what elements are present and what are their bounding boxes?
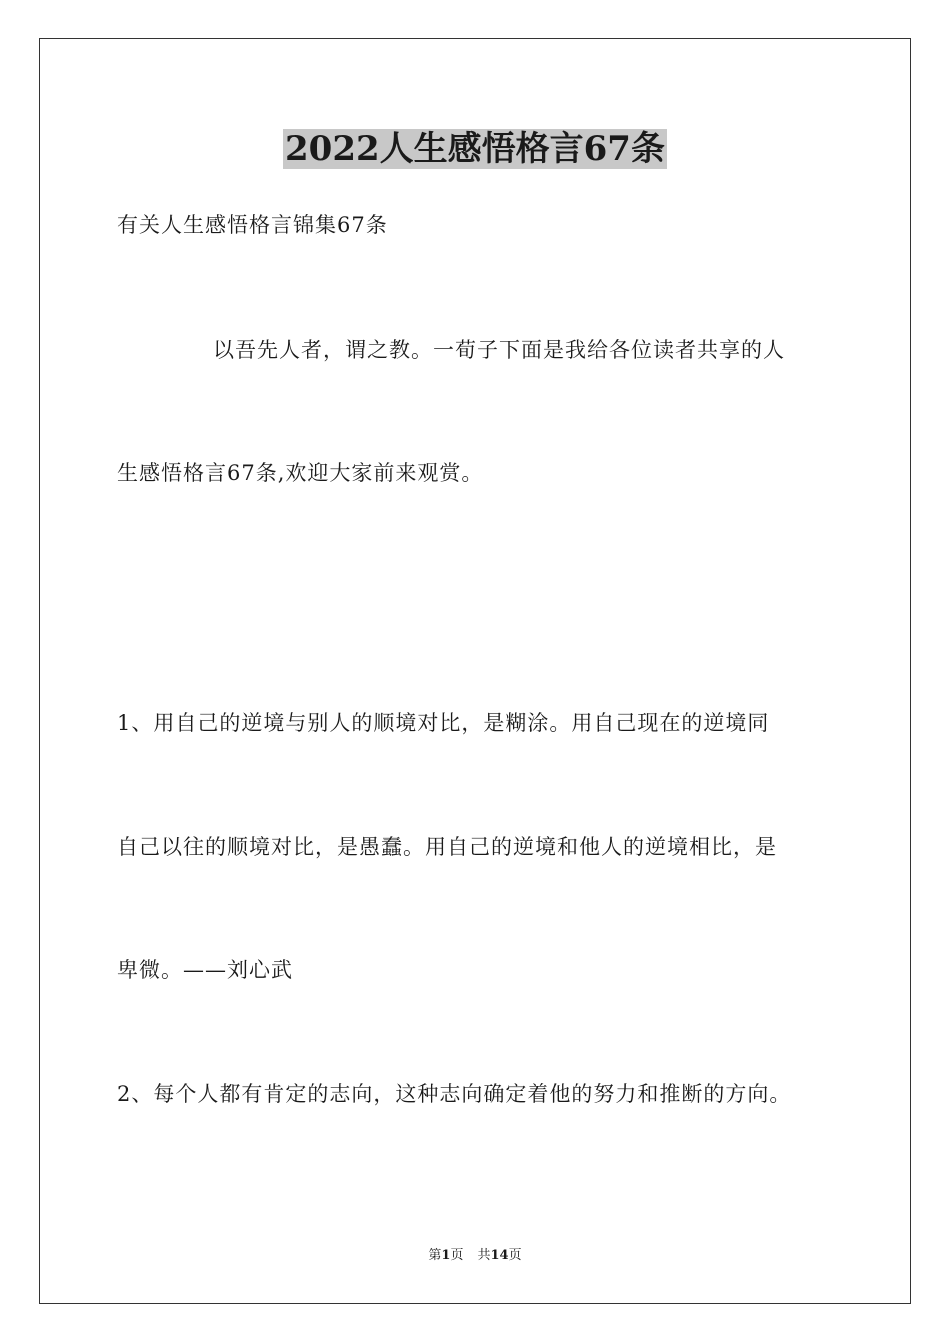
quote-1-line-3: 卑微。——刘心武 [117,958,293,982]
footer-total-prefix: 共 [477,1248,491,1263]
document-subtitle: 有关人生感悟格言锦集67条 [117,213,388,237]
footer-page-mid: 页 [450,1248,464,1263]
footer-total-suffix: 页 [508,1248,522,1263]
quote-1-line-2: 自己以往的顺境对比，是愚蠢。用自己的逆境和他人的逆境相比，是 [117,835,777,859]
intro-paragraph-line-1: 以吾先人者，谓之教。一荀子下面是我给各位读者共享的人 [213,338,785,362]
document-title-text: 2022人生感悟格言67条 [285,129,665,169]
footer-page-total: 14 [490,1248,509,1263]
quote-1-line-1: 1、用自己的逆境与别人的顺境对比，是糊涂。用自己现在的逆境同 [117,711,770,735]
intro-paragraph-line-2: 生感悟格言67条,欢迎大家前来观赏。 [117,461,484,485]
document-title [0,127,950,171]
footer-page-current: 1 [441,1248,451,1263]
quote-2-line-1: 2、每个人都有肯定的志向，这种志向确定着他的努力和推断的方向。 [117,1082,792,1106]
footer-page-prefix: 第 [428,1248,442,1263]
page-footer [0,1247,950,1265]
